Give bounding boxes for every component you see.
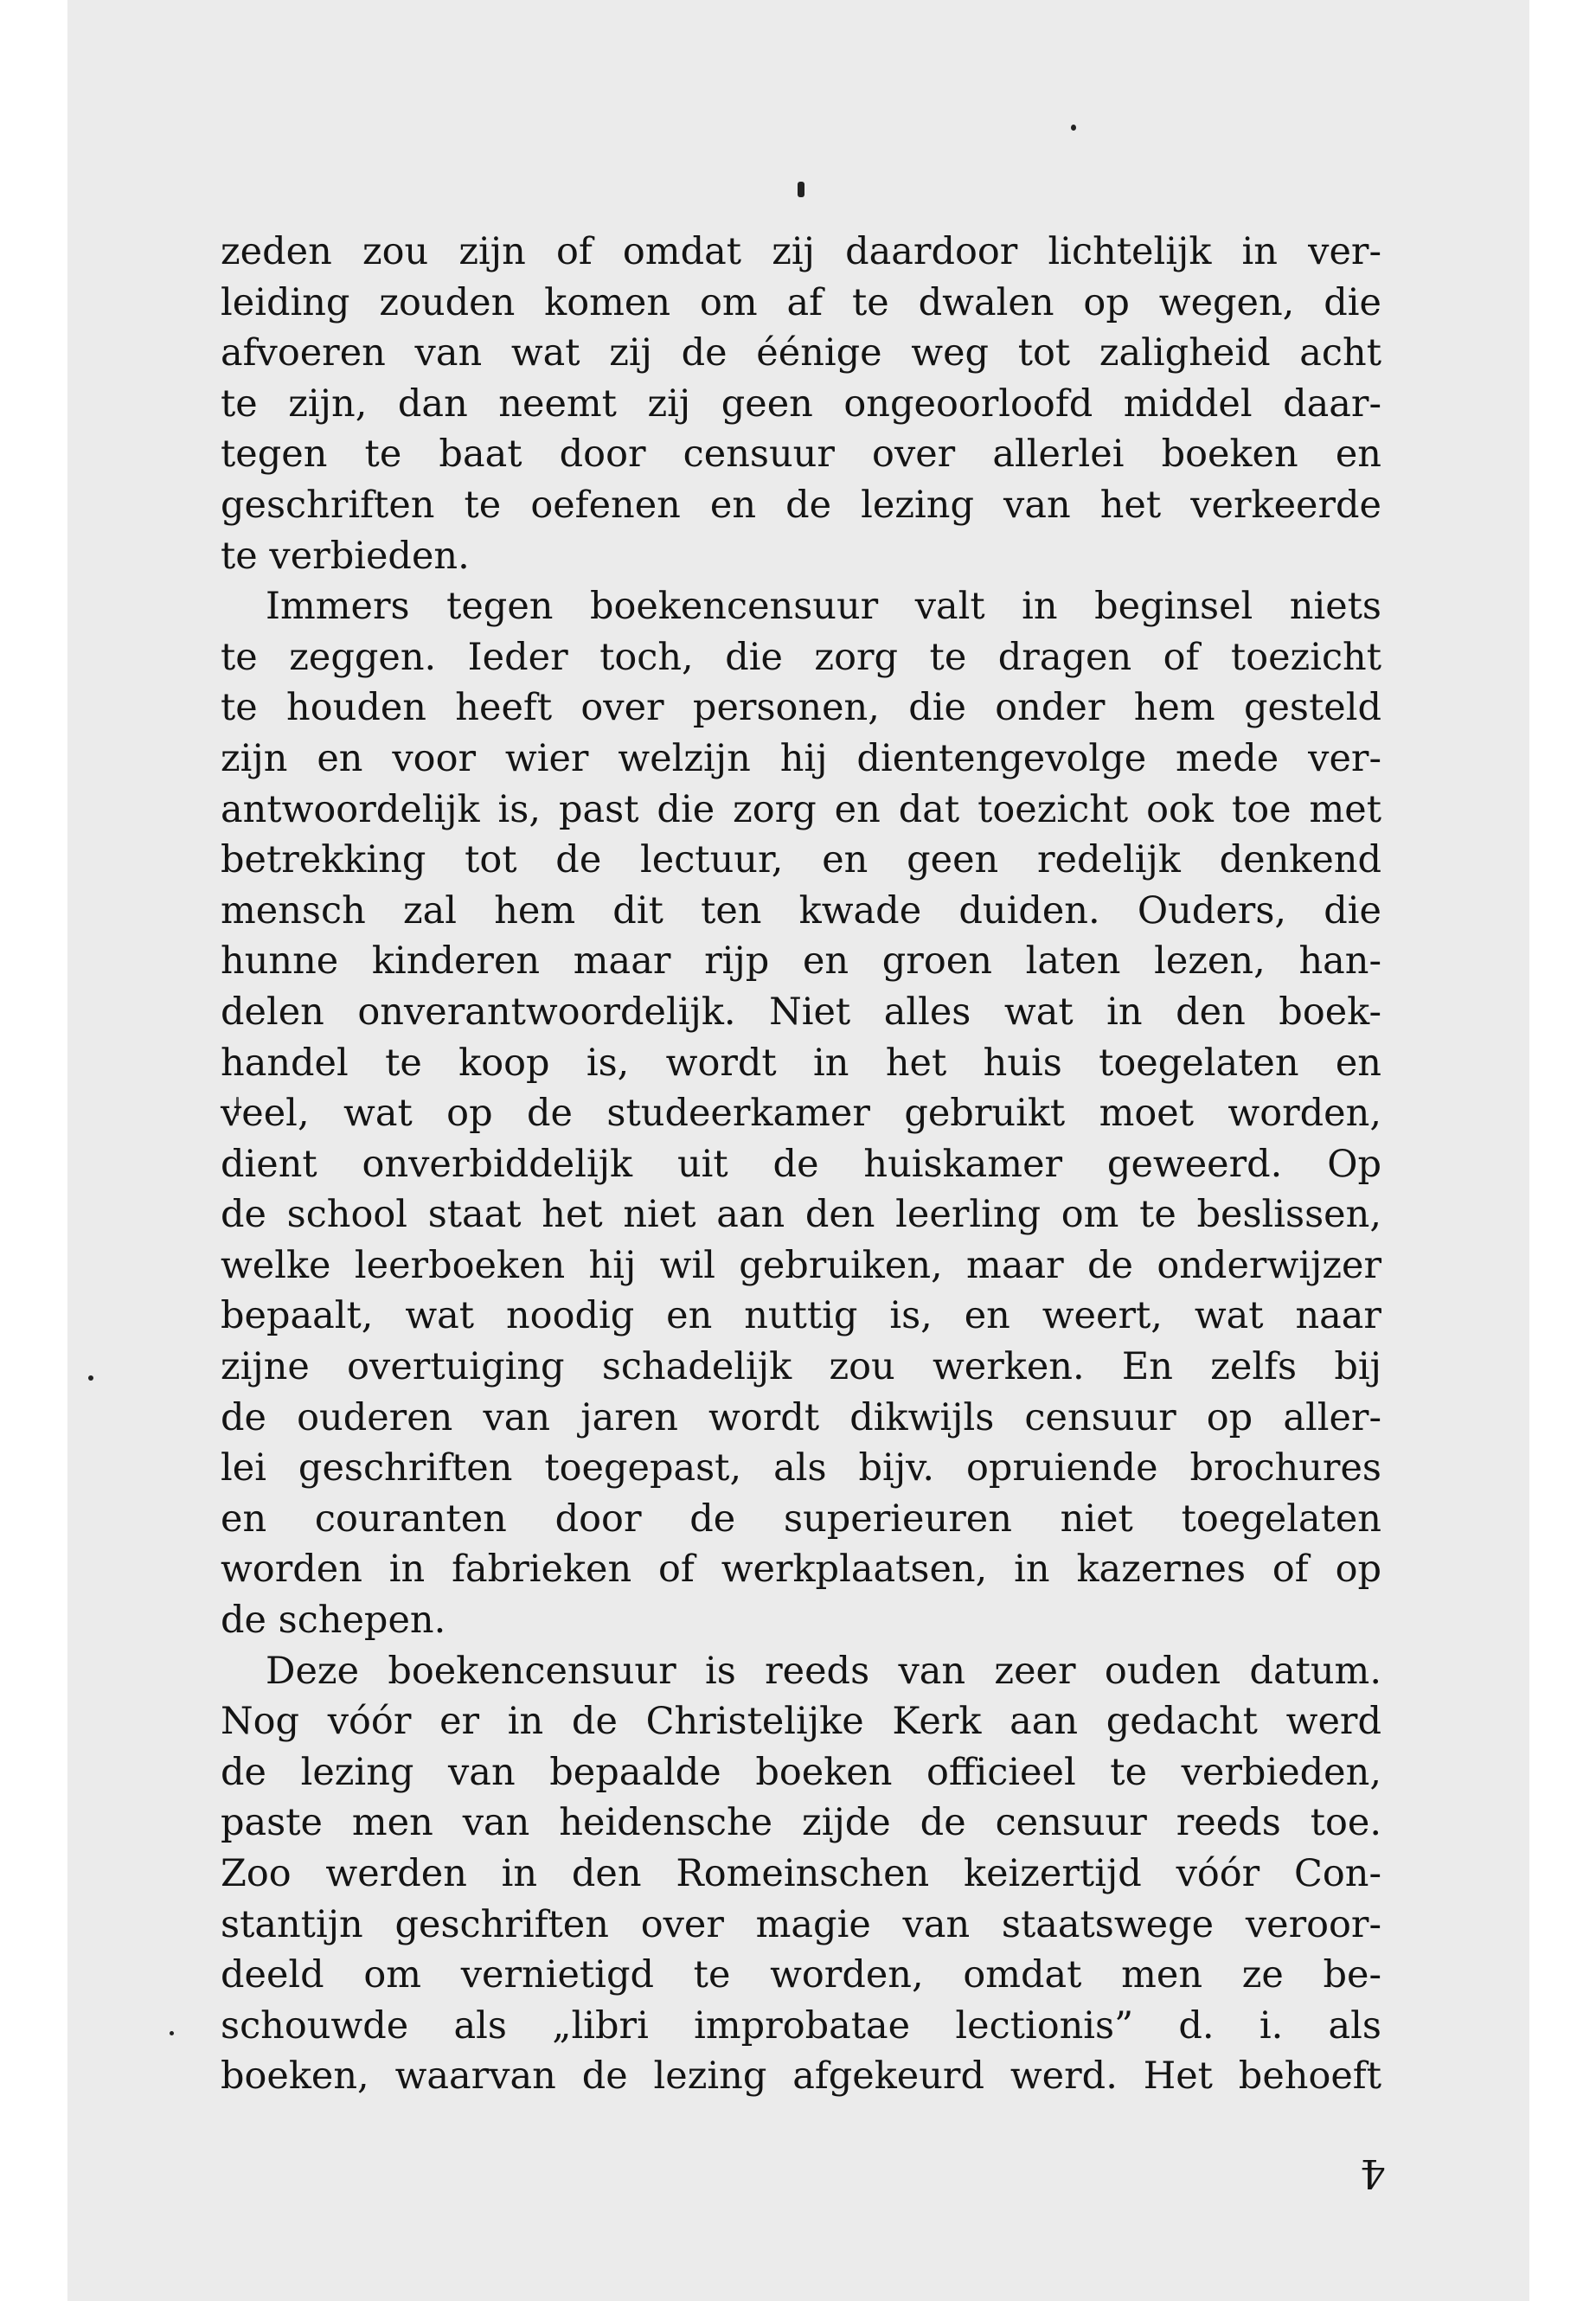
ink-speck — [170, 2031, 174, 2035]
text-line: de lezing van bepaalde boeken officieel te verbieden, — [221, 1750, 1381, 1794]
text-line: antwoordelijk is, past die zorg en dat toezicht ook toe met — [221, 787, 1381, 831]
text-line: de ouderen van jaren wordt dikwijls censuur op aller- — [221, 1395, 1381, 1439]
text-line: leiding zouden komen om af te dwalen op wegen, die — [221, 280, 1381, 324]
text-line: geschriften te oefenen en de lezing van het verkeerde — [221, 483, 1381, 527]
text-line: schouwde als „libri improbatae lectionis” d. i. als — [221, 2003, 1381, 2048]
ink-speck — [1071, 125, 1076, 131]
text-line: delen onverantwoordelijk. Niet alles wat in den boek- — [221, 990, 1381, 1034]
text-line: zijne overtuiging schadelijk zou werken. En zelfs bij — [221, 1345, 1381, 1389]
text-line: te houden heeft over personen, die onder hem gesteld — [221, 686, 1381, 730]
text-line: de schepen. — [221, 1599, 446, 1643]
paragraph — [221, 581, 1381, 1645]
text-line: te verbieden. — [221, 534, 470, 578]
scan-right-margin — [1529, 0, 1596, 2301]
text-line: lei geschriften toegepast, als bijv. opruiende brochures — [221, 1446, 1381, 1490]
scan-left-margin — [0, 0, 67, 2301]
text-line: handel te koop is, wordt in het huis toegelaten en — [221, 1041, 1381, 1085]
text-line: worden in fabrieken of werkplaatsen, in kazernes of op — [221, 1548, 1381, 1592]
text-line: bepaalt, wat noodig en nuttig is, en weert, wat naar — [221, 1294, 1381, 1338]
text-line: Nog vóór er in de Christelijke Kerk aan gedacht werd — [221, 1700, 1381, 1744]
text-line: Zoo werden in den Romeinschen keizertijd vóór Con- — [221, 1852, 1381, 1895]
text-line: hunne kinderen maar rijp en groen laten lezen, han- — [221, 939, 1381, 984]
text-line: paste men van heidensche zijde de censuur reeds toe. — [221, 1801, 1381, 1845]
text-line: de school staat het niet aan den leerling om te beslissen, — [221, 1193, 1381, 1237]
text-line: Immers tegen boekencensuur valt in beginsel niets — [266, 585, 1381, 629]
text-line: zeden zou zijn of omdat zij daardoor lichtelijk in ver- — [221, 230, 1381, 273]
paragraph — [221, 227, 1381, 581]
text-line: dient onverbiddelijk uit de huiskamer geweerd. Op — [221, 1142, 1381, 1186]
ink-speck — [798, 182, 804, 197]
text-line: welke leerboeken hij wil gebruiken, maar de onderwijzer — [221, 1243, 1381, 1287]
text-line: te zijn, dan neemt zij geen ongeoorloofd middel daar- — [221, 381, 1381, 426]
text-line: te zeggen. Ieder toch, die zorg te dragen of toezicht — [221, 635, 1381, 679]
text-line: deeld om vernietigd te worden, omdat men ze be- — [221, 1953, 1381, 1997]
text-line: zijn en voor wier welzijn hij dientengevolge mede ver- — [221, 736, 1381, 780]
text-line: Deze boekencensuur is reeds van zeer ouden datum. — [266, 1649, 1381, 1693]
text-line: tegen te baat door censuur over allerlei boeken en — [221, 433, 1381, 477]
text-line: stantijn geschriften over magie van staatswege veroor- — [221, 1902, 1381, 1946]
text-line: betrekking tot de lectuur, en geen redelijk denkend — [221, 838, 1381, 882]
text-line: veel, wat op de studeerkamer gebruikt moet worden, — [221, 1092, 1381, 1136]
text-line: en couranten door de superieuren niet toegelaten — [221, 1497, 1381, 1541]
text-line: boeken, waarvan de lezing afgekeurd werd. Het behoeft — [221, 2054, 1381, 2099]
signature-mark: 4 — [1360, 2150, 1386, 2197]
paragraph — [221, 1646, 1381, 2102]
page-text — [221, 227, 1381, 2102]
ink-speck — [88, 1375, 93, 1381]
text-line: mensch zal hem dit ten kwade duiden. Ouders, die — [221, 888, 1381, 933]
text-line: afvoeren van wat zij de éénige weg tot zaligheid acht — [221, 331, 1381, 375]
